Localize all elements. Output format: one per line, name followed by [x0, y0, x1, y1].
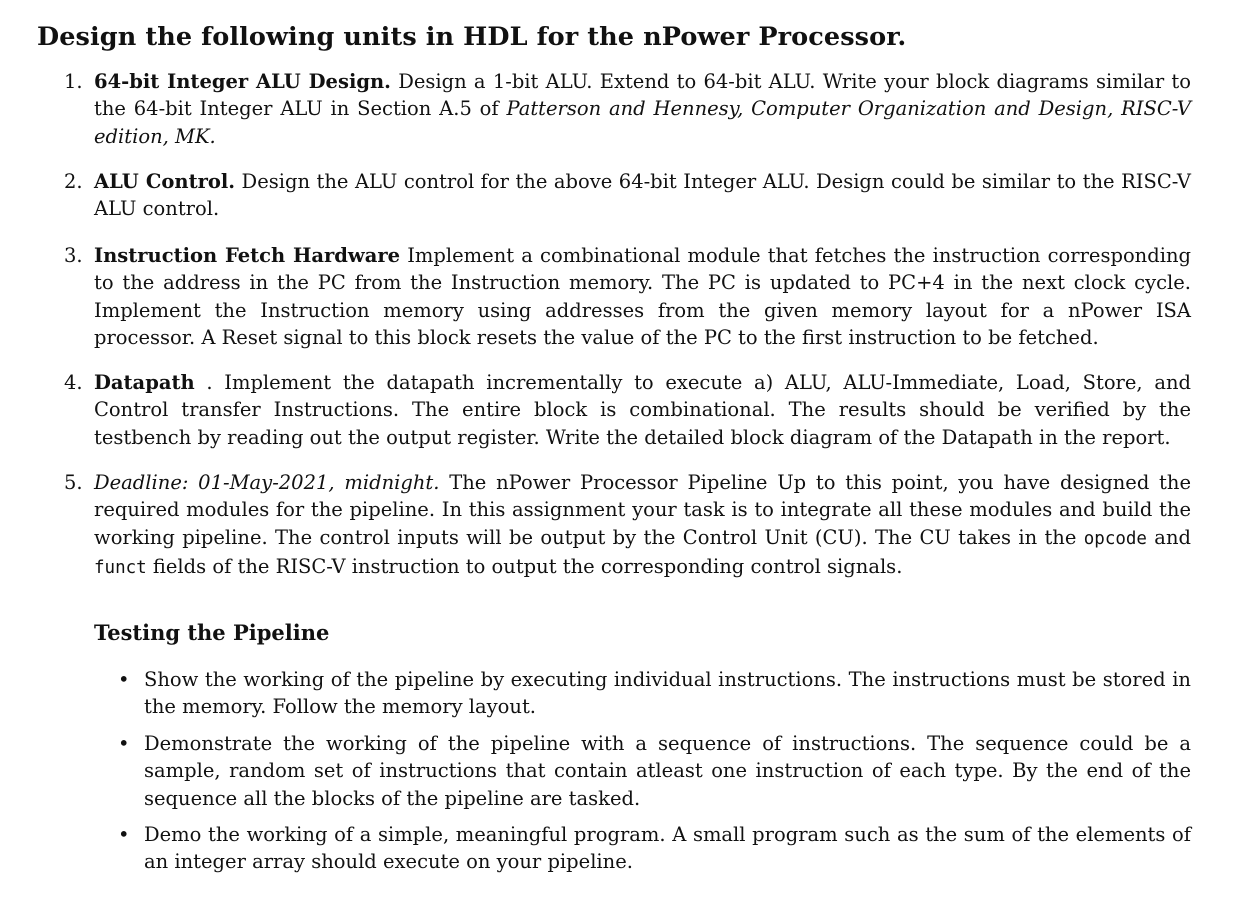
item-number: 2.	[64, 170, 83, 193]
item-number: 4.	[64, 371, 83, 394]
bullet-text: Show the working of the pipeline by executing individual instructions. The instructions must be stored in the memory. Follow the memory layout.	[144, 668, 1191, 719]
item-number: 3.	[64, 244, 83, 267]
bullet-text: Demonstrate the working of the pipeline with a sequence of instructions. The sequence could be a sample, random set of instructions that contain atleast one instruction of each type. By the end of the sequence all the blocks of the pipeline are tasked.	[144, 732, 1191, 810]
item-text: . Implement the datapath incrementally to execute a) ALU, ALU-Immediate, Load, Store, and Control transfer Instructions. The entire block is combinational. The results should be verified by the testbench by reading out the output register. Write the detailed block diagram of the Datapath in the report.	[94, 371, 1191, 449]
testing-heading: Testing the Pipeline	[94, 620, 330, 645]
list-item-datapath	[64, 369, 1191, 451]
list-item-alu-design	[64, 68, 1192, 150]
item-title: Datapath	[94, 371, 195, 394]
item-text: The nPower Processor Pipeline Up to this point, you have designed the required modules for the pipeline. In this assignment your task is to integrate all these modules and build the working pipeline. The control inputs will be output by the Control Unit (CU). The CU takes in the	[94, 471, 1191, 549]
list-item-alu-control	[64, 168, 1191, 223]
bullet-item	[118, 666, 1191, 721]
code-funct: funct	[94, 557, 147, 578]
item-deadline: Deadline: 01-May-2021, midnight.	[94, 471, 440, 494]
item-text: fields of the RISC-V instruction to output the corresponding control signals.	[146, 554, 903, 578]
page-heading: Design the following units in HDL for the nPower Processor.	[37, 22, 907, 52]
code-opcode: opcode	[1083, 528, 1147, 549]
item-title: ALU Control.	[94, 170, 236, 193]
list-item-instruction-fetch	[64, 242, 1191, 351]
bullet-text: Demo the working of a simple, meaningful program. A small program such as the sum of the elements of an integer array should execute on your pipeline.	[144, 823, 1191, 874]
bullet-marker: •	[118, 823, 130, 846]
bullet-item	[118, 730, 1191, 812]
bullet-item	[118, 821, 1191, 876]
bullet-marker: •	[118, 732, 130, 755]
item-reference: Patterson and Hennesy, Computer Organization and Design, RISC-V edition, MK.	[94, 97, 1192, 148]
item-title: Instruction Fetch Hardware	[94, 244, 401, 267]
item-number: 1.	[64, 70, 83, 93]
item-text: Design a 1-bit ALU. Extend to 64-bit ALU. Write your block diagrams similar to the 64-bit Integer ALU in Section A.5 of	[94, 70, 1191, 121]
item-title: 64-bit Integer ALU Design.	[94, 70, 391, 93]
item-text: Design the ALU control for the above 64-bit Integer ALU. Design could be similar to the RISC-V ALU control.	[94, 170, 1191, 221]
list-item-pipeline	[64, 469, 1191, 582]
item-text: Implement a combinational module that fetches the instruction corresponding to the address in the PC from the Instruction memory. The PC is updated to PC+4 in the next clock cycle. Implement the Instruction memory using addresses from the given memory layout for a nPower ISA processor. A Reset signal to this block resets the value of the PC to the first instruction to be fetched.	[94, 244, 1191, 349]
item-text: and	[1146, 525, 1191, 549]
item-number: 5.	[64, 471, 83, 494]
bullet-marker: •	[118, 668, 130, 691]
